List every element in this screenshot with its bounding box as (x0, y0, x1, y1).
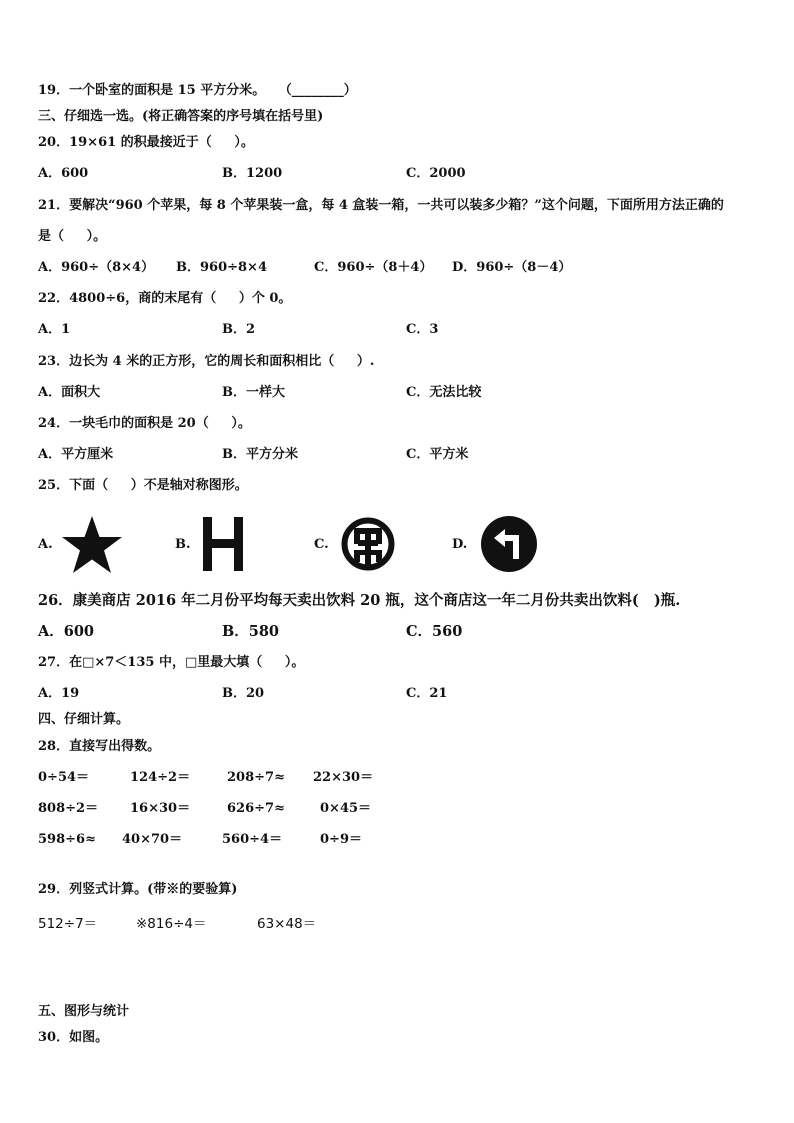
question-28: 28．直接写出得数。 (38, 739, 161, 754)
q25-option-c-label: C. (314, 537, 329, 552)
calc-item: 208÷7≈ (227, 770, 285, 785)
q26-option-a: A．600 (38, 623, 95, 640)
q20-option-a: A．600 (38, 166, 89, 181)
section-3-heading: 三、仔细选一选。(将正确答案的序号填在括号里) (38, 109, 324, 124)
q24-option-c: C．平方米 (406, 447, 469, 462)
question-21-line1: 21．要解决“960 个苹果，每 8 个苹果装一盒，每 4 盒装一箱，一共可以装多少箱？”这个问题，下面所用方法正确的 (38, 198, 724, 213)
q26-option-c: C．560 (406, 623, 463, 640)
q24-option-b: B．平方分米 (222, 447, 298, 462)
calc-item: 598÷6≈ (38, 832, 96, 847)
question-26: 26．康美商店 2016 年二月份平均每天卖出饮料 20 瓶，这个商店这一年二月份共卖出饮料( )瓶. (38, 592, 681, 609)
q20-option-b: B．1200 (222, 166, 283, 181)
question-20: 20．19×61 的积最接近于（ ）。 (38, 135, 254, 150)
question-21-line2: 是（ ）。 (38, 229, 107, 244)
question-22: 22．4800÷6，商的末尾有（ ）个 0。 (38, 291, 292, 306)
q22-option-a: A．1 (38, 322, 71, 337)
q21-option-c: C．960÷（8＋4） (314, 260, 433, 275)
question-29: 29．列竖式计算。(带※的要验算) (38, 882, 238, 897)
q21-option-b: B．960÷8×4 (176, 260, 268, 275)
vertical-calc-item: ※816÷4＝ (136, 916, 207, 932)
question-23: 23．边长为 4 米的正方形，它的周长和面积相比（ ）. (38, 354, 375, 369)
calc-item: 40×70＝ (122, 832, 183, 847)
question-25: 25．下面（ ）不是轴对称图形。 (38, 478, 248, 493)
calc-item: 124÷2＝ (130, 770, 191, 785)
section-5-heading: 五、图形与统计 (38, 1004, 130, 1019)
q22-option-c: C．3 (406, 322, 439, 337)
q27-option-a: A．19 (38, 686, 80, 701)
q23-option-b: B．一样大 (222, 385, 285, 400)
q27-option-c: C．21 (406, 686, 448, 701)
q27-option-b: B．20 (222, 686, 265, 701)
q26-option-b: B．580 (222, 623, 280, 640)
question-19: 19．一个卧室的面积是 15 平方分米。 （________） (38, 83, 357, 98)
bank-logo-icon (340, 516, 396, 572)
calc-item: 560÷4＝ (222, 832, 283, 847)
calc-item: 0×45＝ (320, 801, 372, 816)
calc-item: 0÷54＝ (38, 770, 90, 785)
q25-option-d-label: D. (452, 537, 468, 552)
calc-item: 808÷2＝ (38, 801, 99, 816)
question-24: 24．一块毛巾的面积是 20（ ）。 (38, 416, 251, 431)
section-4-heading: 四、仔细计算。 (38, 712, 130, 727)
letter-h-icon (200, 517, 246, 571)
question-30: 30．如图。 (38, 1030, 109, 1045)
question-27: 27．在□×7＜135 中，□里最大填（ ）。 (38, 655, 305, 670)
calc-item: 626÷7≈ (227, 801, 285, 816)
q22-option-b: B．2 (222, 322, 256, 337)
calc-item: 22×30＝ (313, 770, 374, 785)
q23-option-a: A．面积大 (38, 385, 101, 400)
vertical-calc-item: 512÷7＝ (38, 916, 98, 932)
q21-option-d: D．960÷（8－4） (452, 260, 572, 275)
q23-option-c: C．无法比较 (406, 385, 482, 400)
q24-option-a: A．平方厘米 (38, 447, 114, 462)
q20-option-c: C．2000 (406, 166, 466, 181)
q21-option-a: A．960÷（8×4） (38, 260, 155, 275)
calc-item: 0÷9＝ (320, 832, 362, 847)
turn-left-sign-icon (480, 515, 538, 573)
calc-item: 16×30＝ (130, 801, 191, 816)
vertical-calc-item: 63×48＝ (257, 916, 317, 932)
q25-option-a-label: A. (38, 537, 53, 552)
star-icon (61, 515, 123, 575)
q25-option-b-label: B. (175, 537, 191, 552)
